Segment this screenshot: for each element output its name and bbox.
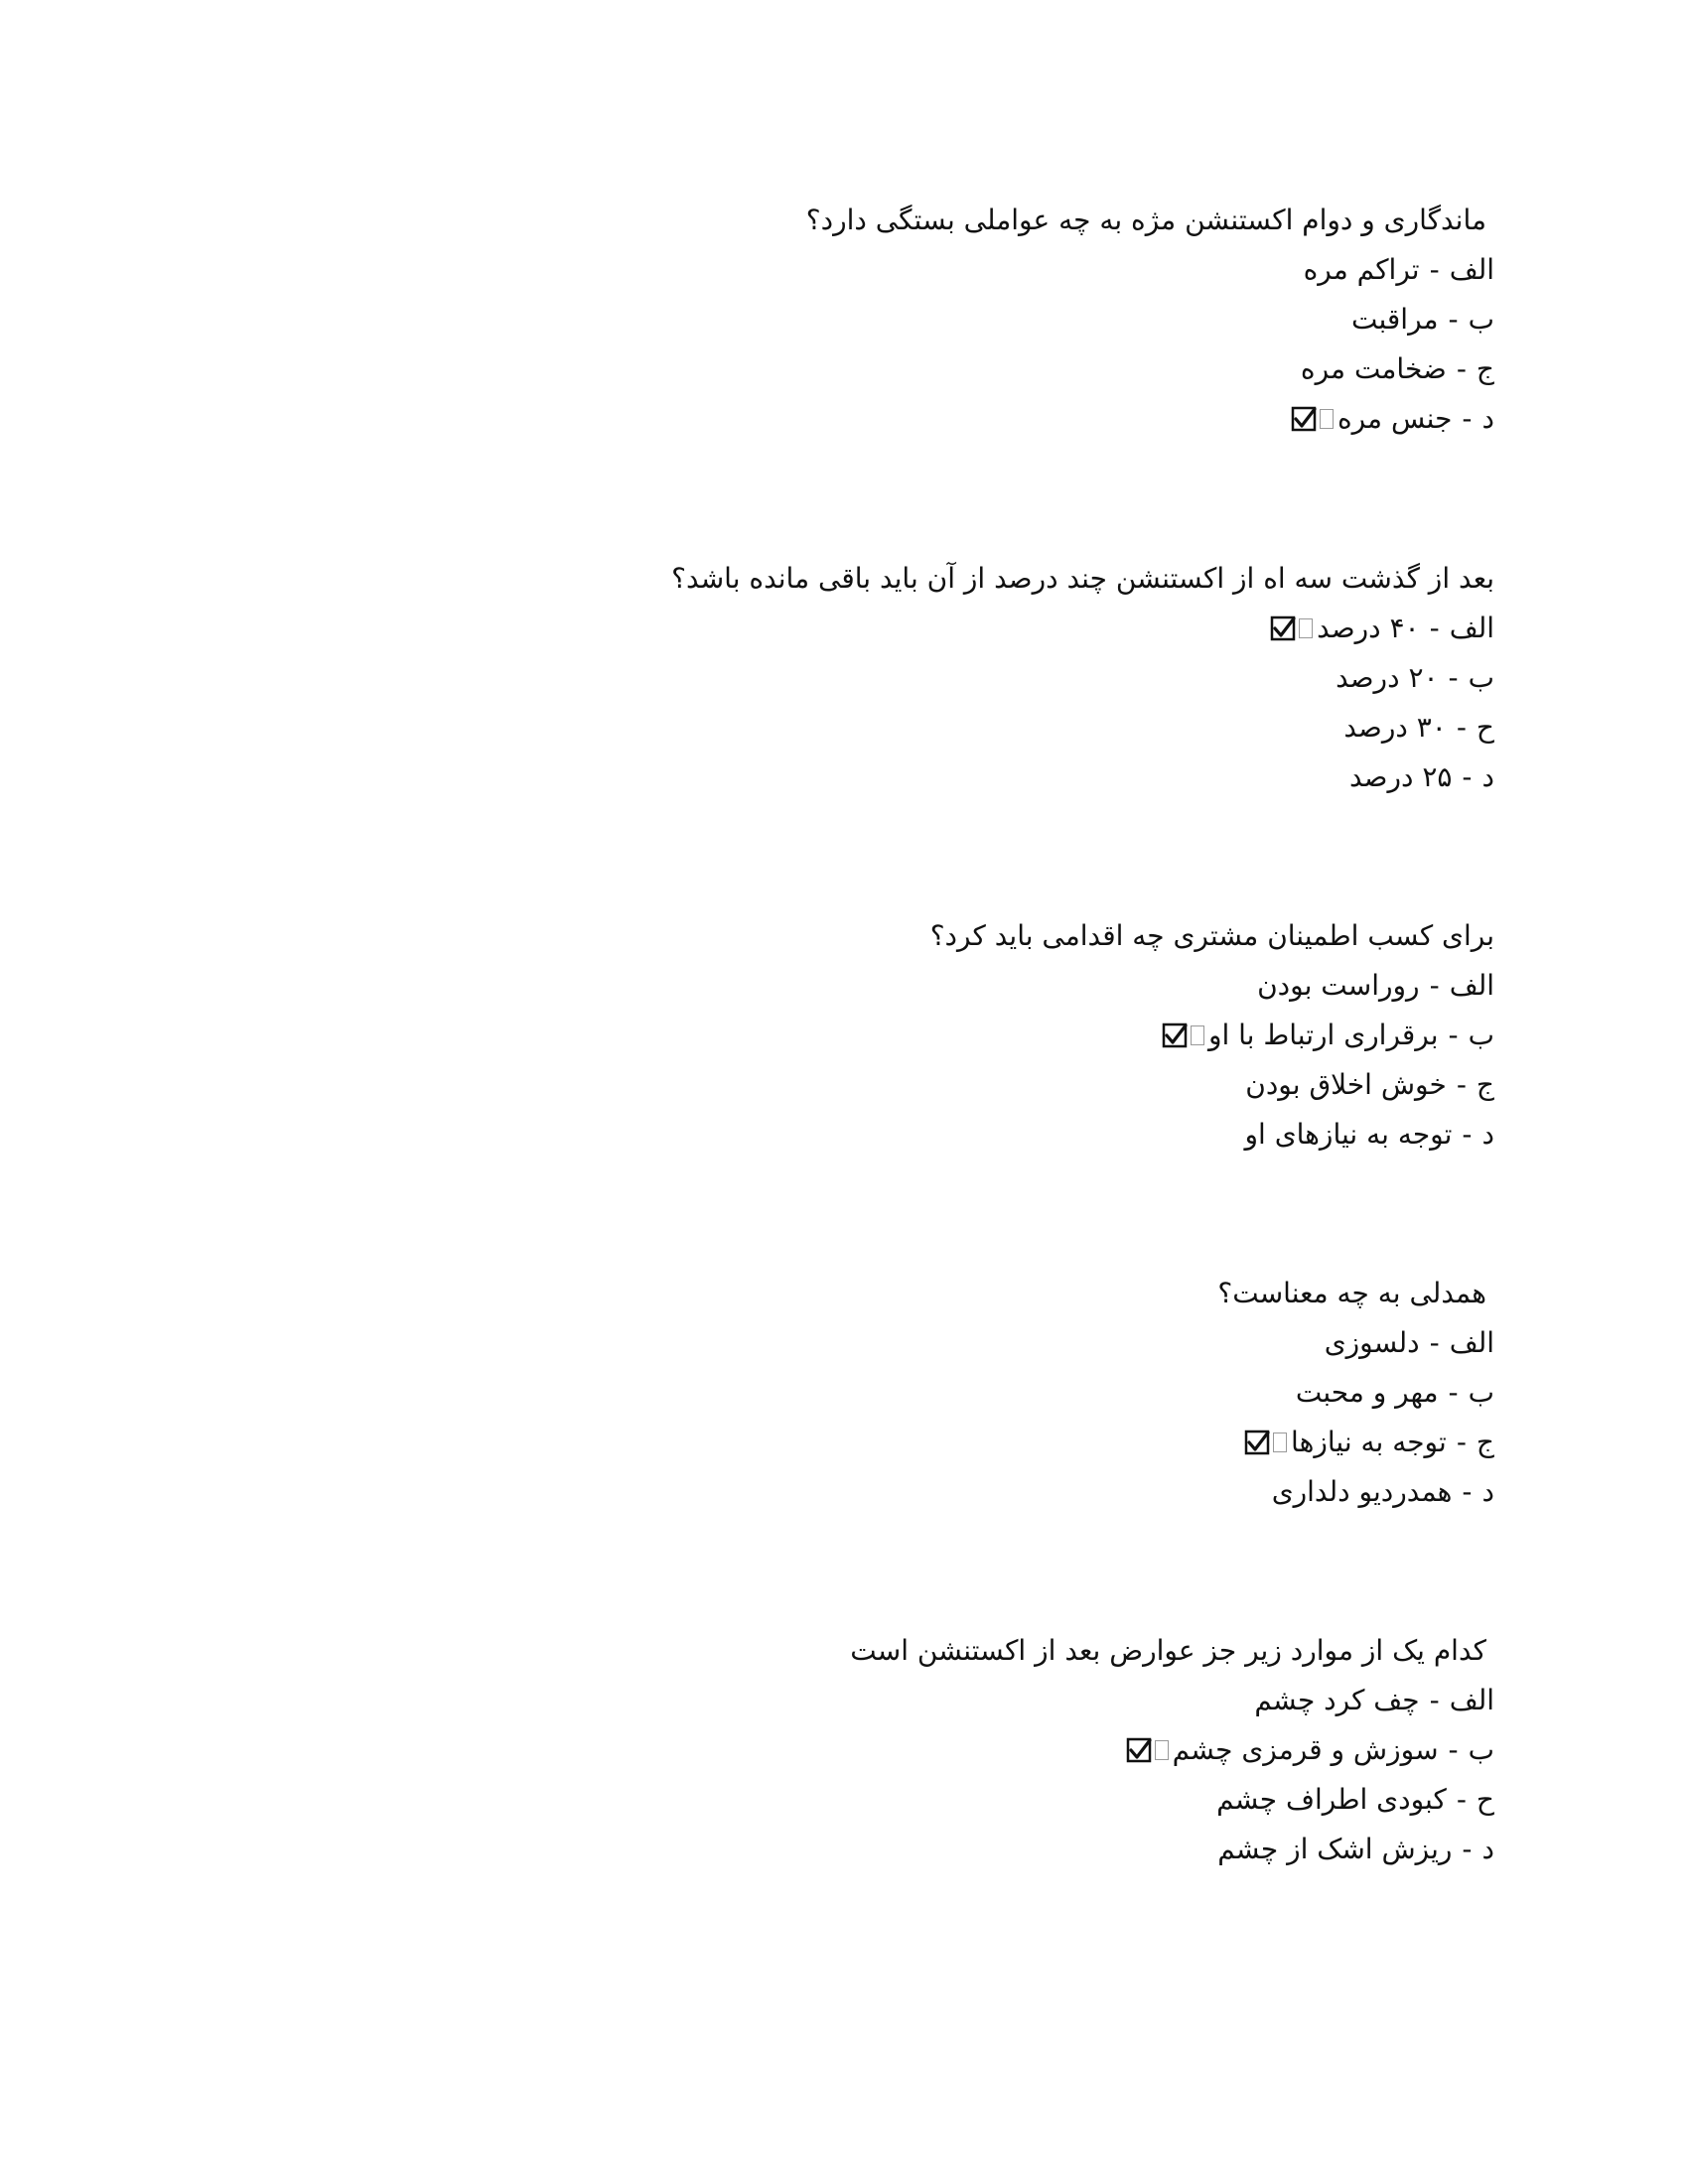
option-separator: - [1462, 760, 1473, 793]
option-separator: - [1448, 1019, 1459, 1051]
question-1 [601, 196, 1494, 444]
answer-mark [1291, 406, 1334, 432]
option-letter: د [1481, 1833, 1494, 1865]
option-text: توجه به نیازهای او [1244, 1118, 1453, 1151]
option-be [601, 1725, 1494, 1775]
checkbox-checked-icon[interactable] [1126, 1737, 1152, 1763]
answer-mark [1270, 615, 1313, 641]
checkbox-checked-icon[interactable] [1291, 406, 1317, 432]
checkbox-checked-icon[interactable] [1244, 1430, 1270, 1455]
option-text: جنس مره [1336, 402, 1453, 435]
option-letter: د [1481, 1475, 1494, 1508]
option-alef [601, 245, 1494, 295]
option-separator: - [1429, 612, 1440, 644]
option-text: خوش اخلاق بودن [1245, 1068, 1447, 1101]
option-he [601, 703, 1494, 752]
option-alef [601, 1676, 1494, 1725]
empty-box-icon [1320, 409, 1334, 429]
option-dal [601, 752, 1494, 802]
option-letter: د [1481, 402, 1494, 435]
empty-box-icon [1299, 618, 1313, 638]
option-text: ضخامت مره [1300, 352, 1447, 385]
option-jim [601, 1060, 1494, 1110]
question-text: برای کسب اطمینان مشتری چه اقدامی باید کرد؟ [929, 919, 1494, 952]
option-alef [601, 961, 1494, 1011]
option-dal [601, 1467, 1494, 1517]
empty-box-icon [1273, 1433, 1287, 1452]
option-text: همدردیو دلداری [1271, 1475, 1453, 1508]
option-letter: ج [1476, 352, 1494, 385]
option-be [601, 653, 1494, 703]
question-3 [601, 911, 1494, 1160]
option-separator: - [1448, 1733, 1459, 1766]
option-separator: - [1429, 969, 1440, 1002]
option-text: برقراری ارتباط با او [1207, 1019, 1439, 1051]
question-text: همدلی به چه معناست؟ [1217, 1277, 1486, 1309]
answer-mark [1126, 1737, 1169, 1763]
option-separator: - [1462, 1475, 1473, 1508]
option-separator: - [1456, 1068, 1467, 1101]
option-letter: ج [1476, 1068, 1494, 1101]
option-alef [601, 604, 1494, 653]
option-letter: د [1481, 760, 1494, 793]
question-5 [601, 1626, 1494, 1874]
option-text: توجه به نیازها [1291, 1426, 1447, 1458]
answer-mark [1162, 1023, 1204, 1048]
option-jim [601, 344, 1494, 394]
option-text: ۲۵ درصد [1348, 760, 1453, 793]
option-text: مهر و محبت [1295, 1376, 1439, 1409]
option-text: ۲۰ درصد [1336, 661, 1439, 694]
option-separator: - [1462, 1833, 1473, 1865]
option-text: ۳۰ درصد [1343, 711, 1447, 744]
option-separator: - [1448, 1376, 1459, 1409]
option-letter: ح [1476, 711, 1494, 744]
option-text: تراکم مره [1303, 253, 1420, 286]
question-4 [601, 1269, 1494, 1517]
option-separator: - [1429, 1684, 1440, 1716]
option-letter: ب [1468, 1376, 1494, 1409]
option-letter: الف [1449, 969, 1494, 1002]
option-text: روراست بودن [1257, 969, 1420, 1002]
option-be [601, 1368, 1494, 1418]
option-letter: د [1481, 1118, 1494, 1151]
question-2 [601, 554, 1494, 802]
question-text: بعد از گذشت سه اه از اکستنشن چند درصد از آن باید باقی مانده باشد؟ [671, 562, 1494, 595]
option-separator: - [1429, 1326, 1440, 1359]
question-text: کدام یک از موارد زیر جز عوارض بعد از اکستنشن است [850, 1634, 1486, 1667]
option-jim [601, 1418, 1494, 1467]
option-letter: الف [1449, 253, 1494, 286]
option-letter: الف [1449, 612, 1494, 644]
option-separator: - [1448, 661, 1459, 694]
option-separator: - [1462, 1118, 1473, 1151]
option-text: چف کرد چشم [1254, 1684, 1420, 1716]
option-alef [601, 1318, 1494, 1368]
option-separator: - [1456, 1426, 1467, 1458]
option-separator: - [1456, 1783, 1467, 1816]
option-separator: - [1456, 352, 1467, 385]
option-separator: - [1462, 402, 1473, 435]
option-dal [601, 1110, 1494, 1160]
option-separator: - [1456, 711, 1467, 744]
option-letter: ب [1468, 1019, 1494, 1051]
option-separator: - [1448, 303, 1459, 336]
option-letter: ب [1468, 1733, 1494, 1766]
option-letter: الف [1449, 1684, 1494, 1716]
option-he [601, 1775, 1494, 1825]
option-text: مراقبت [1350, 303, 1439, 336]
option-text: ریزش اشک از چشم [1217, 1833, 1453, 1865]
option-dal [601, 1825, 1494, 1874]
option-text: کبودی اطراف چشم [1216, 1783, 1447, 1816]
answer-mark [1244, 1430, 1287, 1455]
option-letter: ح [1476, 1783, 1494, 1816]
option-text: ۴۰ درصد [1317, 612, 1420, 644]
checkbox-checked-icon[interactable] [1162, 1023, 1188, 1048]
option-text: دلسوزی [1324, 1326, 1420, 1359]
question-text: ماندگاری و دوام اکستنشن مژه به چه عواملی بستگی دارد؟ [805, 204, 1486, 236]
option-letter: ب [1468, 303, 1494, 336]
option-letter: الف [1449, 1326, 1494, 1359]
option-dal [601, 394, 1494, 444]
option-be [601, 1011, 1494, 1060]
option-separator: - [1429, 253, 1440, 286]
option-letter: ج [1476, 1426, 1494, 1458]
option-text: سوزش و قرمزی چشم [1172, 1733, 1439, 1766]
option-be [601, 295, 1494, 344]
checkbox-checked-icon[interactable] [1270, 615, 1296, 641]
option-letter: ب [1468, 661, 1494, 694]
empty-box-icon [1191, 1025, 1204, 1045]
empty-box-icon [1155, 1740, 1169, 1760]
